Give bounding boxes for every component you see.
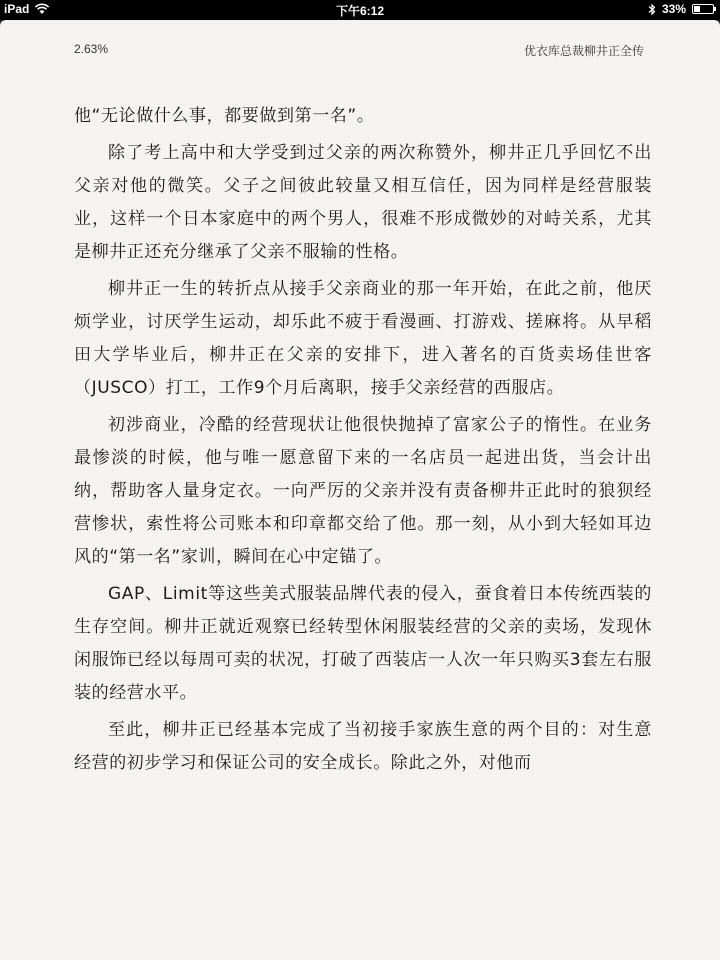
- bluetooth-icon: [648, 3, 656, 16]
- page-text: [74, 100, 652, 784]
- battery-percent: 33%: [661, 2, 686, 16]
- reader-page[interactable]: [0, 20, 720, 960]
- paragraph: 柳井正一生的转折点从接手父亲商业的那一年开始，在此之前，他厌烦学业，讨厌学生运动，却乐此不疲于看漫画、打游戏、搓麻将。从早稻田大学毕业后，柳井正在父亲的安排下，进入著名的百货卖场佳世客（JUSCO）打工，工作9个月后离职，接手父亲经营的西服店。: [74, 279, 652, 398]
- paragraph: 至此，柳井正已经基本完成了当初接手家族生意的两个目的：对生意经营的初步学习和保证公司的安全成长。除此之外，对他而: [74, 720, 652, 773]
- paragraph: 初涉商业，冷酷的经营现状让他很快抛掉了富家公子的惰性。在业务最惨淡的时候，他与唯一愿意留下来的一名店员一起进出货，当会计出纳，帮助客人量身定衣。一向严厉的父亲并没有责备柳井正此时的狼狈经营惨状，索性将公司账本和印章都交给了他。那一刻，从小到大轻如耳边风的“第一名”家训，瞬间在心中定锚了。: [74, 415, 652, 567]
- paragraph: 除了考上高中和大学受到过父亲的两次称赞外，柳井正几乎回忆不出父亲对他的微笑。父子之间彼此较量又相互信任，因为同样是经营服装业，这样一个日本家庭中的两个男人，很难不形成微妙的对峙关系，尤其是柳井正还充分继承了父亲不服输的性格。: [74, 143, 652, 262]
- page-header: [74, 42, 644, 60]
- battery-fill: [694, 6, 700, 12]
- paragraph: GAP、Limit等这些美式服装品牌代表的侵入，蚕食着日本传统西装的生存空间。柳井正就近观察已经转型休闲服装经营的父亲的卖场，发现休闲服饰已经以每周可卖的状况，打破了西装店一人次一年只购买3套左右服装的经营水平。: [74, 584, 652, 703]
- paragraph: 他“无论做什么事，都要做到第一名”。: [74, 106, 375, 126]
- battery-icon: [692, 4, 714, 14]
- book-title: 优衣库总裁柳井正全传: [523, 44, 644, 58]
- status-time: 下午6:12: [335, 4, 385, 18]
- reading-progress: 2.63%: [74, 42, 109, 56]
- device-name: iPad: [4, 2, 30, 16]
- status-right: [648, 2, 714, 16]
- status-bar: [0, 0, 720, 20]
